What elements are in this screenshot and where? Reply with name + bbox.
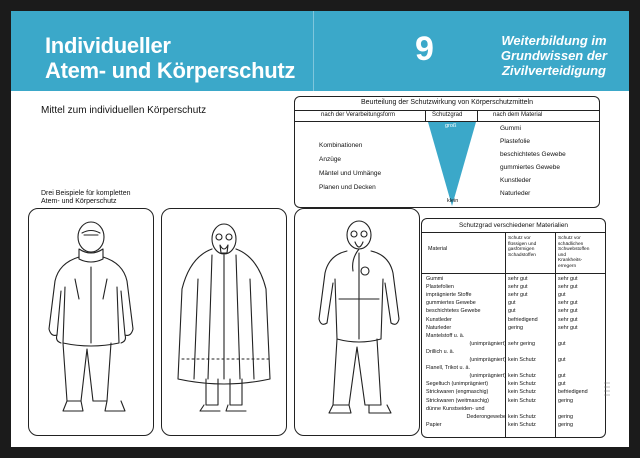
- header-line: gasförmigen: [508, 247, 535, 253]
- particle-protection-value: gut: [558, 357, 566, 363]
- figure-panel-3: [294, 208, 420, 436]
- material-item: Plastefolie: [500, 138, 530, 145]
- column-header-particles: [558, 236, 589, 270]
- material-name: Plastefolien: [426, 284, 454, 291]
- material-name: Gummi: [426, 276, 444, 282]
- material-item: gummiertes Gewebe: [500, 164, 560, 171]
- table-row: [422, 389, 605, 396]
- divider: [477, 110, 478, 121]
- materials-table-title: Schutzgrad verschiedener Materialien: [458, 222, 569, 229]
- material-name: (unimprägniert): [469, 373, 506, 380]
- material-name: Mantelstoff u. ä.: [426, 332, 465, 339]
- table-row: [422, 373, 605, 380]
- liquid-protection-value: sehr gut: [508, 276, 528, 282]
- title-line-2: Atem- und Körperschutz: [45, 58, 296, 83]
- particle-protection-value: gut: [558, 381, 566, 388]
- header-line: erregern: [558, 263, 577, 269]
- assessment-title: Beurteilung der Schutzwirkung von Körperschutzmitteln: [361, 99, 533, 106]
- liquid-protection-value: gut: [508, 300, 516, 307]
- form-item: Mäntel und Umhänge: [319, 170, 382, 177]
- header-line: Schadstoffen: [508, 252, 536, 258]
- liquid-protection-value: kein Schutz: [508, 389, 536, 396]
- divider: [425, 110, 426, 121]
- column-header-liquid: [508, 236, 536, 258]
- divider: [422, 232, 605, 233]
- protection-grade-triangle: [428, 122, 476, 206]
- liquid-protection-value: kein Schutz: [508, 397, 536, 404]
- liquid-protection-value: sehr gut: [508, 292, 528, 299]
- column-header-material: Material: [428, 246, 448, 252]
- figure-hooded-protective-suit: [29, 209, 153, 435]
- protection-assessment-box: [294, 96, 600, 208]
- table-row: [422, 317, 605, 324]
- liquid-protection-value: sehr gering: [508, 340, 535, 347]
- particle-protection-value: gut: [558, 340, 566, 347]
- column-header-form: nach der Verarbeitungsform: [321, 112, 396, 118]
- material-name: Segeltuch (unimprägniert): [426, 381, 489, 388]
- material-name: Drillich u. ä.: [426, 348, 455, 355]
- caption-line-1: Drei Beispiele für kompletten: [41, 190, 131, 197]
- series-title: [481, 33, 627, 78]
- particle-protection-value: gering: [558, 397, 573, 404]
- material-item: beschichtetes Gewebe: [500, 151, 566, 158]
- series-line-1: Weiterbildung im: [501, 33, 607, 48]
- table-row: [422, 365, 605, 372]
- material-item: Naturleder: [500, 190, 531, 197]
- header-line: Krankheits-: [558, 258, 583, 264]
- material-name: Strickwaren (engmaschig): [426, 389, 489, 396]
- material-name: dünne Kunstseiden- und: [426, 405, 485, 412]
- liquid-protection-value: befriedigend: [508, 316, 538, 323]
- table-row: [422, 414, 605, 421]
- particle-protection-value: befriedigend: [558, 389, 588, 396]
- material-name: beschichtetes Gewebe: [426, 308, 481, 315]
- form-item: Anzüge: [319, 156, 342, 163]
- header-line: flüssigen und: [508, 241, 537, 247]
- particle-protection-value: sehr gut: [558, 308, 578, 315]
- section-heading: Mittel zum individuellen Körperschutz: [41, 105, 207, 116]
- imprint-lines: [604, 381, 610, 421]
- figure-panel-2: [161, 208, 287, 436]
- table-row: [422, 381, 605, 388]
- poster-title: [45, 33, 295, 83]
- particle-protection-value: sehr gut: [558, 284, 578, 291]
- table-row: [422, 284, 605, 291]
- column-header-grade: Schutzgrad: [432, 112, 463, 118]
- liquid-protection-value: kein Schutz: [508, 357, 536, 363]
- liquid-protection-value: kein Schutz: [508, 421, 536, 428]
- table-row: [422, 398, 605, 405]
- header-line: Schutz vor: [508, 236, 531, 241]
- grade-high-label: groß: [445, 123, 457, 129]
- particle-protection-value: gut: [558, 292, 566, 299]
- material-item: Gummi: [500, 125, 521, 132]
- sheet-number: 9: [415, 30, 434, 68]
- particle-protection-value: sehr gut: [558, 324, 578, 331]
- particle-protection-value: gering: [558, 413, 573, 420]
- material-name: Naturleder: [426, 324, 452, 331]
- table-row: [422, 292, 605, 299]
- liquid-protection-value: kein Schutz: [508, 381, 536, 388]
- table-row: [422, 422, 605, 429]
- liquid-protection-value: kein Schutz: [508, 373, 536, 380]
- particle-protection-value: sehr gut: [558, 316, 578, 323]
- particle-protection-value: sehr gut: [558, 276, 578, 282]
- materials-table-box: [421, 218, 606, 438]
- figure-protective-cape: [162, 209, 286, 435]
- figure-caption: [41, 190, 131, 206]
- material-name: Kunstleder: [426, 316, 452, 323]
- table-row: [422, 341, 605, 348]
- material-name: Papier: [426, 421, 442, 428]
- liquid-protection-value: gering: [508, 324, 523, 331]
- poster: [11, 11, 629, 447]
- particle-protection-value: gering: [558, 421, 573, 428]
- table-row: [422, 325, 605, 332]
- table-row: [422, 308, 605, 315]
- table-row: [422, 349, 605, 356]
- header-line: schädlichen: [558, 241, 584, 247]
- form-item: Planen und Decken: [319, 184, 376, 191]
- material-name: Strickwaren (weitmaschig): [426, 397, 489, 404]
- liquid-protection-value: sehr gut: [508, 284, 528, 291]
- material-name: gummiertes Gewebe: [426, 300, 476, 307]
- table-row: [422, 406, 605, 413]
- grade-low-label: klein: [447, 198, 459, 204]
- material-name: (unimprägniert): [469, 340, 506, 347]
- caption-line-2: Atem- und Körperschutz: [41, 198, 117, 205]
- material-name: imprägnierte Stoffe: [426, 292, 472, 299]
- form-item: Kombinationen: [319, 142, 363, 149]
- table-row: [422, 276, 605, 283]
- particle-protection-value: sehr gut: [558, 300, 578, 307]
- material-name: (unimprägniert): [469, 357, 506, 363]
- material-name: Dederongewebe: [466, 413, 506, 420]
- table-row: [422, 357, 605, 364]
- material-item: Kunstleder: [500, 177, 532, 184]
- series-line-3: Zivilverteidigung: [501, 63, 606, 78]
- column-header-material: nach dem Material: [493, 112, 543, 118]
- table-row: [422, 300, 605, 307]
- header-line: Schutz vor: [558, 236, 581, 241]
- liquid-protection-value: kein Schutz: [508, 413, 536, 420]
- header-line: Schwebstoffen: [558, 247, 590, 253]
- divider: [295, 110, 599, 111]
- header-line: und: [558, 252, 567, 258]
- divider: [422, 273, 605, 274]
- liquid-protection-value: gut: [508, 308, 516, 315]
- table-row: [422, 333, 605, 340]
- print-imprint: [604, 381, 624, 423]
- title-banner: [11, 11, 629, 91]
- figure-coverall-with-gas-mask: [295, 209, 419, 435]
- fold-line: [313, 11, 314, 91]
- material-name: Flanell, Trikot u. ä.: [426, 365, 471, 372]
- title-line-1: Individueller: [45, 33, 171, 58]
- series-line-2: Grundwissen der: [500, 48, 608, 63]
- figure-panel-1: [28, 208, 154, 436]
- particle-protection-value: gut: [558, 373, 566, 380]
